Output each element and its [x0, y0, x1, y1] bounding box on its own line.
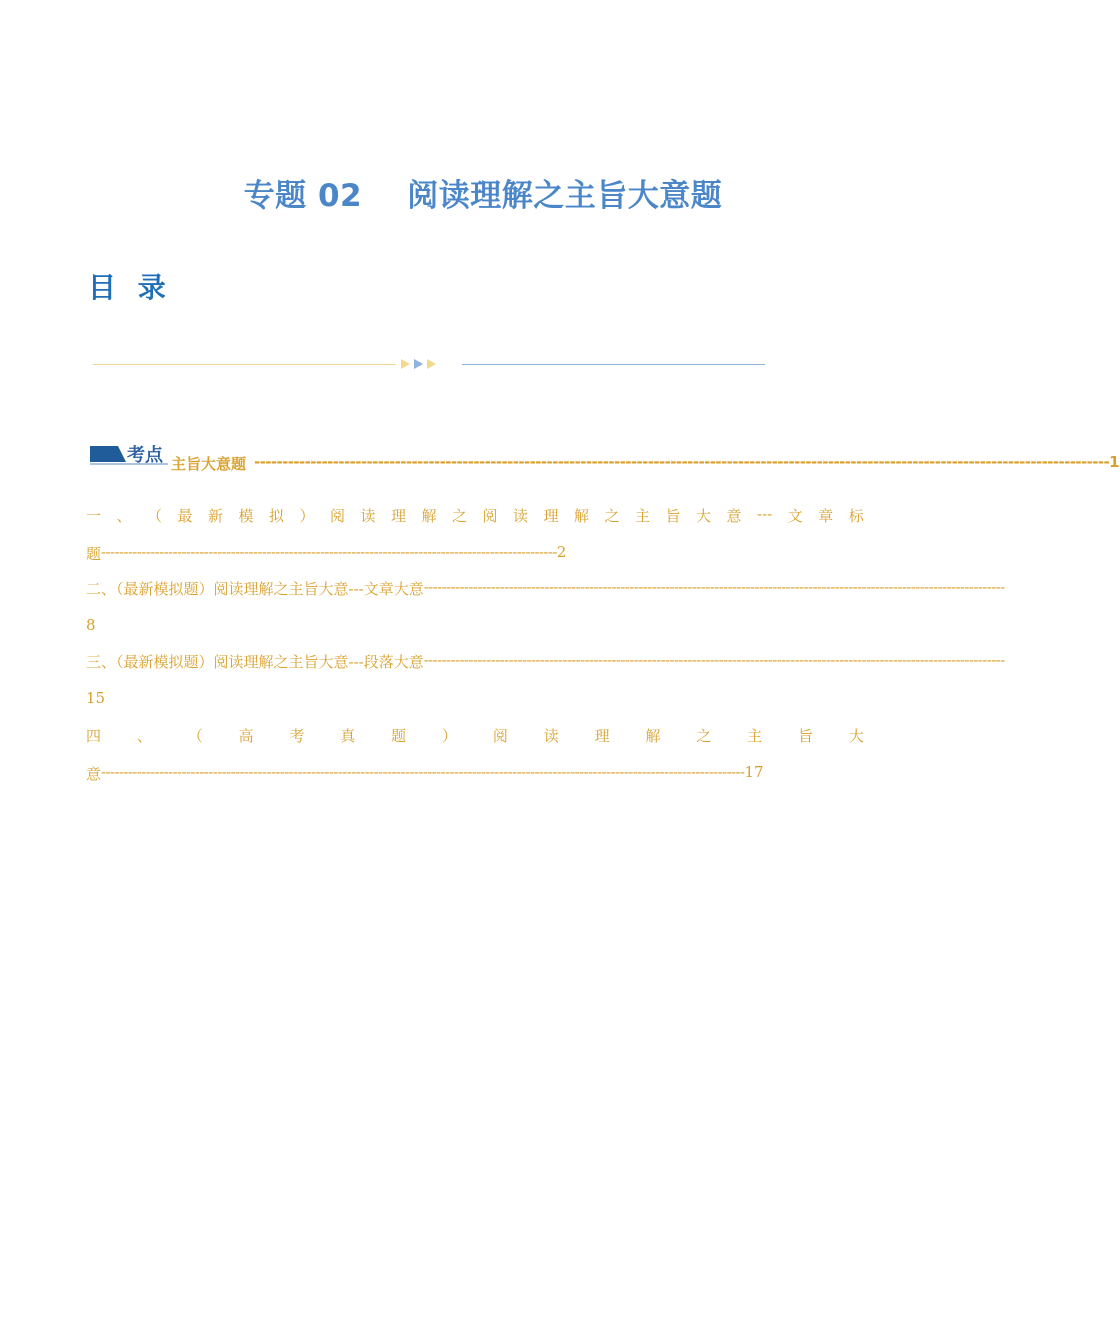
toc-entry-char: 文 — [787, 507, 803, 525]
toc-entry-char: 意 — [726, 507, 742, 525]
toc-entry-1-line1[interactable] — [86, 505, 864, 526]
toc-entry-char: 大 — [696, 507, 712, 525]
toc-entry-char: 阅 — [330, 507, 346, 525]
toc-entry-char: 大 — [848, 727, 864, 745]
toc-entry-char: 真 — [340, 727, 356, 745]
toc-entry-char: ） — [442, 727, 458, 745]
toc-entry-4-line1[interactable] — [86, 725, 864, 746]
toc-entry-char: 之 — [452, 507, 468, 525]
toc-entry-char: 主 — [635, 507, 651, 525]
toc-entry-2-line1[interactable] — [86, 578, 1005, 599]
toc-entry-4-line2[interactable] — [86, 763, 764, 784]
toc-entry-char: 旨 — [665, 507, 681, 525]
toc-entry-text: 题 — [86, 545, 102, 563]
toc-entry-char: 阅 — [482, 507, 498, 525]
toc-page-number[interactable]: 8 — [86, 616, 96, 634]
divider-line-left — [93, 364, 396, 365]
toc-entry-char: 拟 — [269, 507, 285, 525]
toc-entry-char: 读 — [513, 507, 529, 525]
toc-entry-char: 之 — [604, 507, 620, 525]
divider-line-right — [462, 364, 765, 365]
toc-leader: ------------------------------------------------------------------------------------------------------ — [101, 543, 557, 561]
toc-entry-char: 之 — [696, 727, 712, 745]
toc-entry-char: --- — [757, 505, 773, 523]
toc-entry-text: 二、（最新模拟题）阅读理解之主旨大意---文章大意 — [86, 580, 424, 598]
toc-entry-char: （ — [187, 727, 203, 745]
toc-page-number: 2 — [556, 543, 567, 561]
toc-leader: ---------------------------------------------------------------------------------------------------------------------------------- — [423, 578, 1005, 596]
toc-page-number: 17 — [744, 763, 764, 781]
toc-page-number[interactable]: 15 — [86, 689, 106, 707]
toc-entry-char: 四 — [86, 727, 102, 745]
toc-page-number: 1 — [1109, 453, 1120, 471]
toc-section-text: 主旨大意题 — [171, 455, 247, 473]
toc-entry-char: 解 — [645, 727, 661, 745]
toc-entry-char: 读 — [360, 507, 376, 525]
toc-entry-char: 解 — [574, 507, 590, 525]
toc-entry-char: 、 — [116, 507, 132, 525]
toc-heading: 目 录 — [88, 271, 172, 304]
toc-leader: ------------------------------------------------------------------------------------------------------------------------------------------------ — [101, 763, 745, 781]
toc-leader: ---------------------------------------------------------------------------------------------------------------------------------- — [423, 651, 1005, 669]
page-title: 专题 02 阅读理解之主旨大意题 — [243, 178, 723, 214]
toc-entry-char: ） — [299, 507, 315, 525]
toc-entry-char: （ — [147, 507, 163, 525]
toc-entry-char: 高 — [238, 727, 254, 745]
toc-entry-char: 、 — [136, 727, 152, 745]
kaodian-badge-label: 考点 — [127, 445, 163, 466]
toc-entry-char: 章 — [818, 507, 834, 525]
toc-entry-char: 解 — [421, 507, 437, 525]
toc-entry-char: 一 — [86, 507, 102, 525]
toc-entry-char: 标 — [848, 507, 864, 525]
toc-entry-char: 理 — [543, 507, 559, 525]
toc-entry-char: 模 — [238, 507, 254, 525]
toc-entry-char: 读 — [543, 727, 559, 745]
toc-entry-char: 题 — [391, 727, 407, 745]
toc-entry-text: 三、（最新模拟题）阅读理解之主旨大意---段落大意 — [86, 653, 424, 671]
toc-entry-3-line1[interactable] — [86, 651, 1005, 672]
toc-entry-char: 旨 — [798, 727, 814, 745]
toc-entry-char: 新 — [208, 507, 224, 525]
toc-entry-char: 阅 — [492, 727, 508, 745]
triple-arrow-icon — [401, 358, 441, 370]
toc-entry-char: 考 — [289, 727, 305, 745]
toc-entry-char: 理 — [391, 507, 407, 525]
toc-entry-1-line2[interactable] — [86, 543, 567, 564]
toc-section-row[interactable] — [171, 453, 1120, 474]
toc-entry-text: 意 — [86, 765, 102, 783]
toc-leader: -------------------------------------------------------------------------------------------------------------------------------------------------------- — [254, 453, 1110, 471]
toc-entry-char: 最 — [177, 507, 193, 525]
toc-entry-char: 主 — [747, 727, 763, 745]
toc-entry-char: 理 — [594, 727, 610, 745]
